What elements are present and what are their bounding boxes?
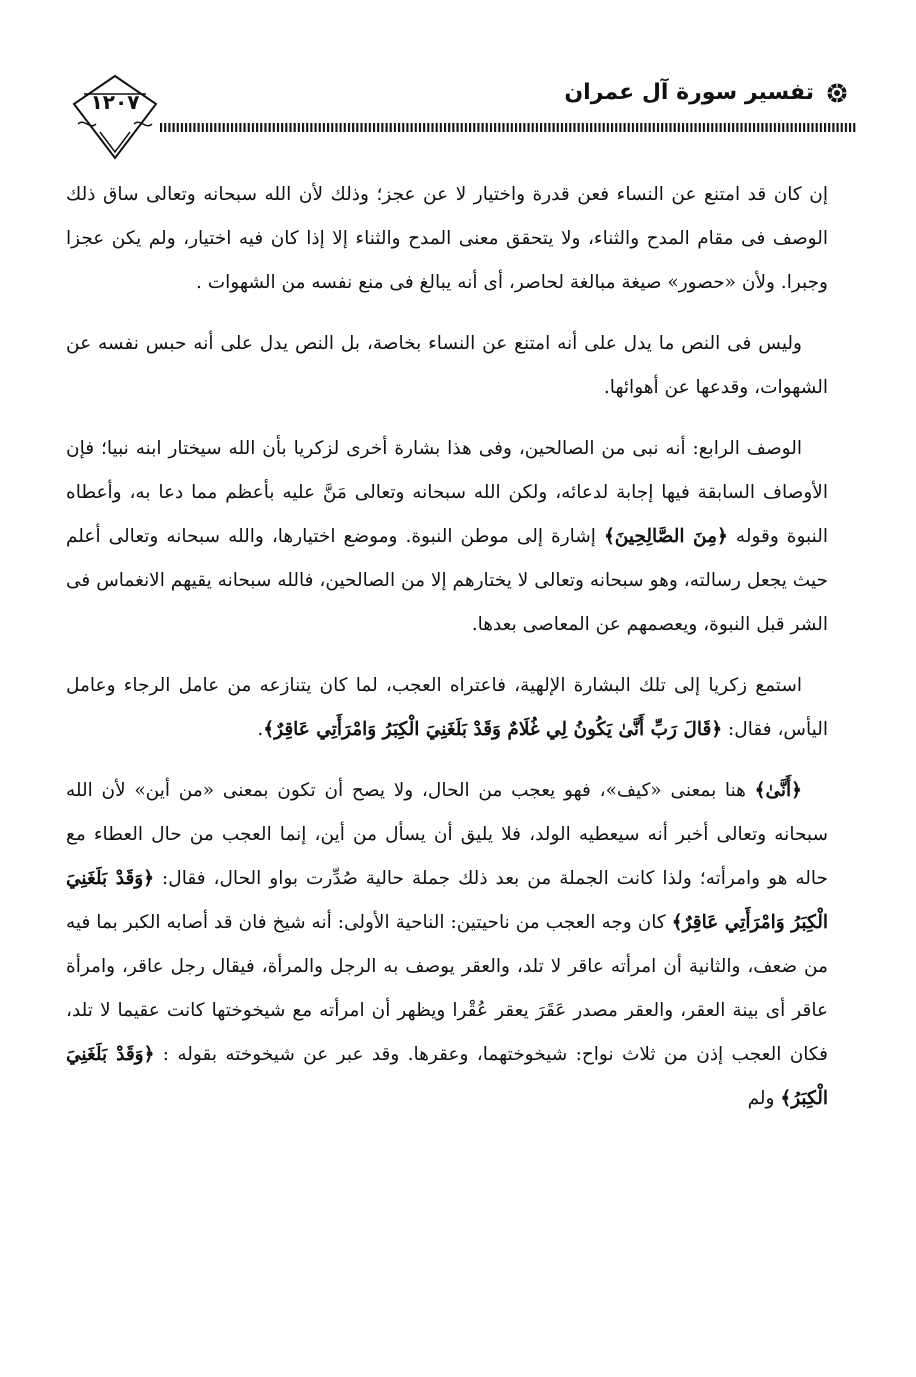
quran-quote: ﴿وَقَدْ بَلَغَنِيَ الْكِبَرُ وَامْرَأَتِي عَاقِرٌ﴾ — [66, 868, 828, 933]
page-header — [70, 72, 856, 162]
quran-quote: ﴿أَنَّىٰ﴾ — [754, 780, 802, 801]
paragraph-text: إن كان قد امتنع عن النساء فعن قدرة واختيار لا عن عجز؛ وذلك لأن الله سبحانه وتعالى ساق ذلك الوصف فى مقام المدح والثناء، ولا يتحقق معنى المدح والثناء إلا إذا كان فيه اختيار، ولم يكن عجزا وجبرا. ولأن «حصور» صيغة مبالغة لحاصر، أى أنه يبالغ فى منع نفسه من الشهوات . — [66, 184, 828, 293]
paragraph-text: وليس فى النص ما يدل على أنه امتنع عن النساء بخاصة، بل النص يدل على أنه حبس نفسه عن الشهوات، وقدعها عن أهوائها. — [66, 333, 828, 398]
flower-ornament-icon — [826, 82, 848, 104]
paragraph-text: كان وجه العجب من ناحيتين: الناحية الأولى: أنه شيخ فان قد أصابه الكبر بما فيه من ضعف، والثانية أن امرأته عاقر لا تلد، والعقر يوصف به الرجل والمرأة، فيقال رجل عاقر، وامرأة عاقر أى بينة العقر، والعقر مصدر عَقَرَ يعقر عُقْرا ويظهر أن امرأته مع شيخوختها كانت عقيما لا تلد، فكان العجب إذن من ثلاث نواح: شيخوختهما، وعقرها. وقد عبر عن شيخوخته بقوله : — [66, 912, 828, 1065]
paragraph — [66, 322, 828, 410]
paragraph — [66, 664, 828, 752]
header-rule — [160, 122, 856, 134]
book-title: تفسير سورة آل عمران — [564, 80, 814, 105]
quran-quote: ﴿قَالَ رَبِّ أَنَّىٰ يَكُونُ لِي غُلَامٌ وَقَدْ بَلَغَنِيَ الْكِبَرُ وَامْرَأَتِي عَاقِرٌ﴾ — [263, 719, 723, 740]
body-text — [66, 173, 828, 1138]
paragraph-text: إشارة إلى موطن النبوة. وموضع اختيارها، والله سبحانه وتعالى أعلم حيث يجعل رسالته، وهو سبحانه وتعالى لا يختارهم إلا من الصالحين، فالله سبحانه يقيهم الانغماس فى الشر قبل النبوة، ويعصمهم عن المعاصى بعدها. — [66, 526, 828, 635]
paragraph-text: استمع زكريا إلى تلك البشارة الإلهية، فاعتراه العجب، لما كان يتنازعه من عامل الرجاء وعامل اليأس، فقال: — [66, 675, 828, 740]
paragraph — [66, 173, 828, 305]
title-row — [564, 80, 848, 105]
paragraph — [66, 427, 828, 647]
paragraph-text: . — [257, 719, 264, 740]
quran-quote: ﴿مِنَ الصَّالِحِينَ﴾ — [603, 526, 728, 547]
paragraph-text: الوصف الرابع: أنه نبى من الصالحين، وفى هذا بشارة أخرى لزكريا بأن الله سيختار ابنه نبيا؛ فإن الأوصاف السابقة فيها إجابة لدعائه، ولكن الله سبحانه وتعالى مَنَّ عليه بأعظم مما دعا به، وأعطاه النبوة وقوله — [66, 438, 829, 547]
quran-quote: ﴿وَقَدْ بَلَغَنِيَ الْكِبَرُ﴾ — [66, 1044, 828, 1109]
paragraph-text: ولم — [747, 1088, 781, 1109]
paragraph-text: هنا بمعنى «كيف»، فهو يعجب من الحال، ولا يصح أن تكون بمعنى «من أين» لأن الله سبحانه وتعالى أخبر أنه سيعطيه الولد، فلا يليق أن يسأل من أين، إنما العجب من حال العطاء مع حاله هو وامرأته؛ ولذا كانت الجملة من بعد ذلك جملة حالية صُدِّرت بواو الحال، فقال: — [66, 780, 828, 889]
page-number: ١٢٠٧ — [90, 90, 140, 114]
page-number-badge — [70, 74, 160, 160]
paragraph — [66, 769, 828, 1121]
